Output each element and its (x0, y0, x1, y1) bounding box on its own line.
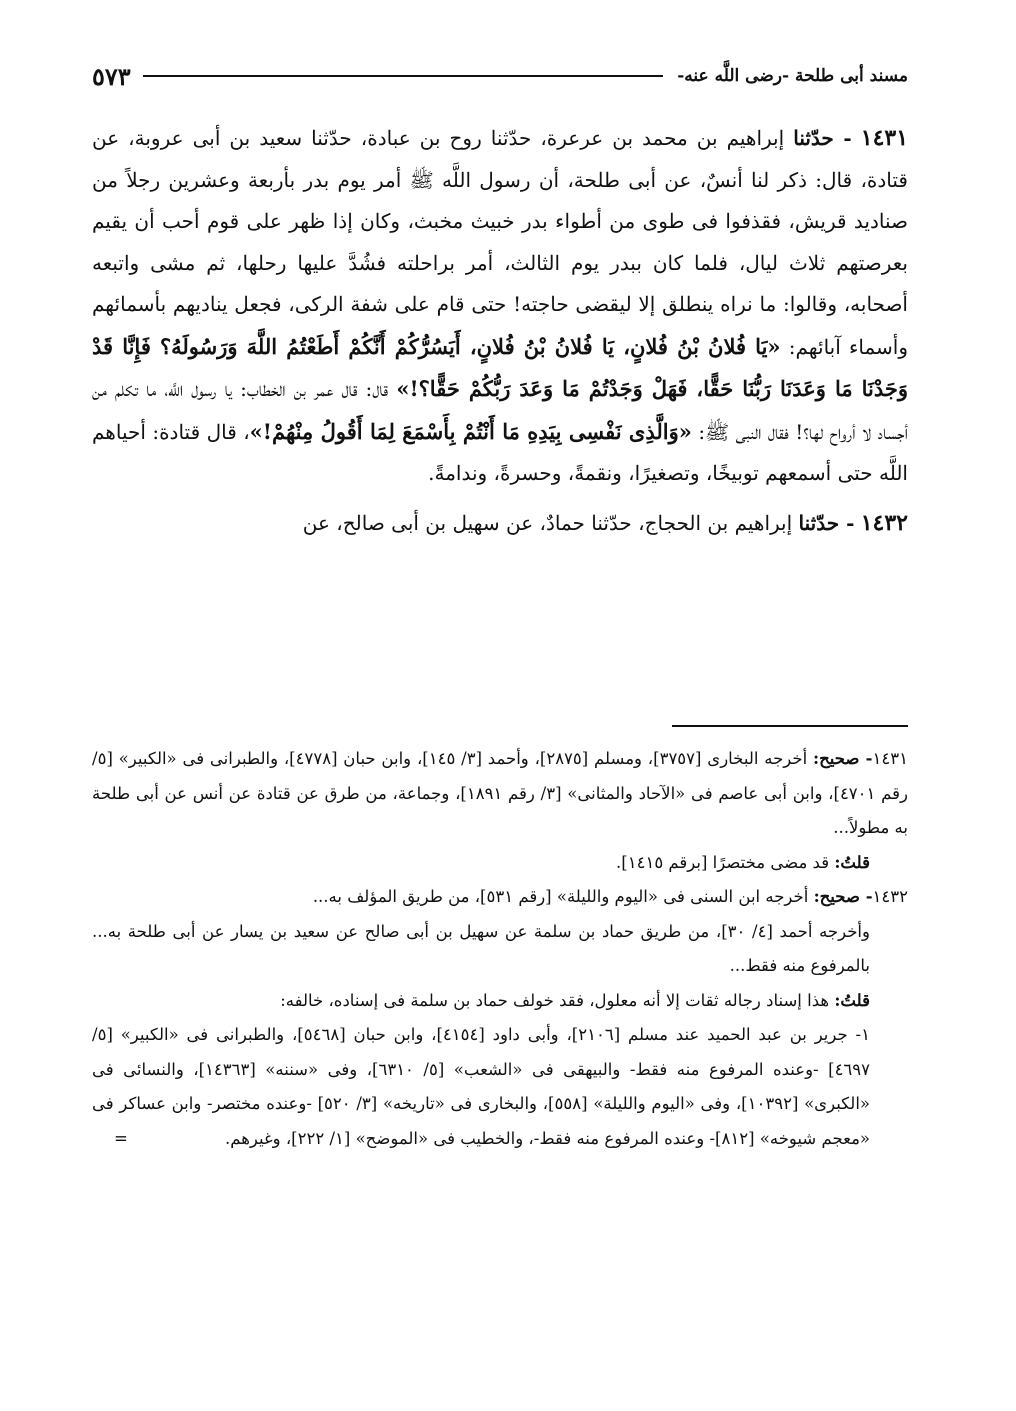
footnote-item-text: ١- جرير بن عبد الحميد عند مسلم [٢١٠٦]، وأبى داود [٤١٥٤]، وابن حبان [٥٤٦٨]، والطبرانى فى «الكبير» [٥/ ٤٦٩٧] -وعنده المرفوع منه فقط- والبيهقى فى «الشعب» [٥/ ٦٣١٠]، وفى «سننه» [١٤٣٦٣]، والنسائى فى «الكبرى» [١٠٣٩٢]، وفى «اليوم والليلة» [٥٥٨]، والبخارى فى «تاريخه» [٣/ ٥٢٠] -وعنده مختصر- وابن عساكر فى «معجم شيوخه» [٨١٢]- وعنده المرفوع منه فقط-، والخطيب فى «الموضح» [١/ ٢٢٢]، وغيرهم. (92, 1025, 871, 1148)
hadith-number: ١٤٣٢ (860, 509, 908, 536)
hadith-1431 (92, 118, 908, 495)
header-rule (143, 75, 664, 77)
footnote-grade: - صحيح: (813, 887, 873, 906)
hadith-text: قال: قال عمر بن الخطاب: يا رسول اللَّه، ما تكلم من أجساد لا أرواح لها؟! فقال النبى ﷺ: (92, 377, 909, 444)
hadith-text: إبراهيم بن محمد بن عرعرة، حدّثنا روح بن عبادة، حدّثنا سعيد بن أبى عروبة، عن قتادة، قال: ذكر لنا أنسٌ، عن أبى طلحة، أن رسول اللَّه ﷺ أمر يوم بدر بأربعة وعشرين رجلاً من صناديد قريش، فقذفوا فى طوى من أطواء بدر خبيث مخبث، وكان إذا ظهر على قوم أحب أن يقيم بعرصتهم ثلاث ليال، فلما كان ببدر يوم الثالث، أمر براحلته فشُدَّ عليها رحلها، ثم مشى واتبعه أصحابه، وقالوا: ما نراه ينطلق إلا ليقضى حاجته! حتى قام على شفة الركى، فجعل يناديهم بأسمائهم وأسماء آبائهم: (92, 126, 908, 359)
hadith-lead: - حدّثنا (798, 510, 855, 535)
footnote-number: ١٤٣١ (872, 749, 908, 768)
page-header (92, 58, 908, 94)
footnote-note (92, 984, 908, 1019)
prophet-quote: «وَالَّذِى نَفْسِى بِيَدِهِ مَا أَنْتُمْ بِأَسْمَعَ لِمَا أَقُولُ مِنْهُمْ!» (249, 418, 692, 444)
footnote-text: أخرجه البخارى [٣٧٥٧]، ومسلم [٢٨٧٥]، وأحمد [٣/ ١٤٥]، وابن حبان [٤٧٧٨]، والطبرانى فى «الكبير» [٥/ رقم ٤٧٠١]، وابن أبى عاصم فى «الآحاد والمثانى» [٣/ رقم ١٨٩١]، وجماعة، من طرق عن قتادة عن أنس عن أبى طلحة به مطولاً... (92, 749, 908, 837)
qultu-text: قد مضى مختصرًا [برقم ١٤١٥]. (616, 852, 830, 872)
footnote-list-item (92, 1018, 908, 1156)
continuation-mark: = (114, 1128, 128, 1148)
qultu-text: هذا إسناد رجاله ثقات إلا أنه معلول، فقد خولف حماد بن سلمة فى إسناده، خالفه: (280, 990, 830, 1010)
prophet-quote: «يَا فُلانُ بْنُ فُلانٍ، يَا فُلانُ بْنُ فُلانٍ، أَيَسُرُّكُمْ أَنَّكُمْ أَطَعْتُمُ اللَّهَ وَرَسُولَهُ؟ فَإِنَّا قَدْ وَجَدْنَا مَا وَعَدَنَا رَبُّنَا حَقًّا، فَهَلْ وَجَدْتُمْ مَا وَعَدَ رَبُّكُمْ حَقًّا؟!» (92, 333, 908, 401)
footnote-1432 (92, 880, 908, 915)
footnote-grade: - صحيح: (812, 749, 873, 768)
page-number: ٥٧٣ (92, 61, 131, 91)
footnote-separator (672, 725, 908, 727)
hadith-1432 (92, 503, 908, 545)
footnote-number: ١٤٣٢ (872, 887, 908, 906)
footnote-text: أخرجه ابن السنى فى «اليوم والليلة» [رقم ٥٣١]، من طريق المؤلف به... (312, 887, 809, 906)
qultu-label: قلتُ: (834, 852, 870, 872)
footnotes (92, 742, 908, 1156)
qultu-label: قلتُ: (834, 990, 870, 1010)
main-text (92, 118, 908, 544)
hadith-lead: - حدّثنا (793, 126, 852, 150)
hadith-text: ، قال قتادة: أحياهم اللَّه حتى أسمعهم توبيخًا، وتصغيرًا، ونقمةً، وحسرةً، وندامةً. (92, 419, 908, 485)
hadith-text: إبراهيم بن الحجاج، حدّثنا حمادٌ، عن سهيل بن أبى صالح، عن (302, 510, 793, 535)
running-title: مسند أبى طلحة -رضى اللَّه عنه- (677, 66, 908, 86)
footnote-1431 (92, 742, 908, 846)
footnote-note (92, 846, 908, 881)
hadith-number: ١٤٣١ (860, 125, 909, 151)
footnote-continuation: وأخرجه أحمد [٤/ ٣٠]، من طريق حماد بن سلمة عن سهيل بن أبى صالح عن سعيد بن يسار عن أبى طلحة به... بالمرفوع منه فقط... (92, 921, 870, 975)
